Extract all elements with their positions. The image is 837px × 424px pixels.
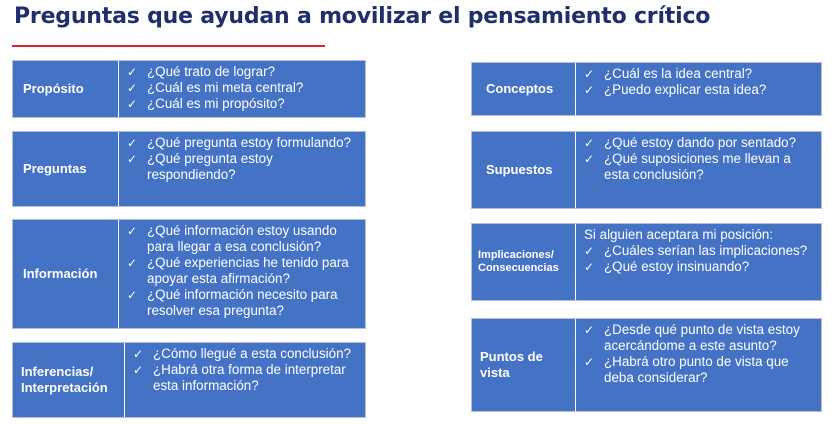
list-item: ✓ ¿Qué suposiciones me llevan a esta conclusión? — [584, 151, 791, 182]
card-inferencias — [12, 342, 366, 418]
check-icon: ✓ — [127, 136, 138, 150]
title-underline — [12, 45, 325, 47]
check-icon: ✓ — [127, 288, 138, 302]
card-content — [576, 224, 821, 300]
card-puntos-de-vista — [471, 318, 822, 412]
card-content — [125, 343, 365, 417]
check-icon: ✓ — [127, 65, 138, 79]
card-label: Propósito — [13, 61, 119, 117]
check-icon: ✓ — [133, 347, 144, 361]
card-content — [119, 61, 365, 117]
check-icon: ✓ — [127, 81, 138, 95]
card-label: Inferencias/ Interpretación — [13, 343, 125, 417]
check-icon: ✓ — [127, 256, 138, 270]
card-content — [576, 132, 821, 208]
card-intro: Si alguien aceptara mi posición: — [584, 227, 774, 242]
list-item: ✓ ¿Cuál es mi propósito? — [127, 96, 285, 111]
card-label: Puntos de vista — [472, 319, 576, 411]
card-label: Implicaciones/ Consecuencias — [472, 224, 576, 300]
list-item: ✓ ¿Qué estoy dando por sentado? — [584, 135, 797, 150]
list-item: ✓ ¿Cómo llegué a esta conclusión? — [133, 346, 351, 361]
list-item: ✓ ¿Qué estoy insinuando? — [584, 259, 750, 274]
page-title: Preguntas que ayudan a movilizar el pensamiento crítico — [14, 4, 711, 29]
list-item: ✓ ¿Qué trato de lograr? — [127, 64, 276, 79]
check-icon: ✓ — [127, 224, 138, 238]
card-informacion — [12, 219, 366, 329]
card-supuestos — [471, 131, 822, 209]
check-icon: ✓ — [584, 323, 595, 337]
check-icon: ✓ — [133, 363, 144, 377]
list-item: ✓ ¿Habrá otro punto de vista que deba considerar? — [584, 354, 789, 385]
list-item: ✓ ¿Cuáles serían las implicaciones? — [584, 243, 808, 258]
list-item: ✓ ¿Desde qué punto de vista estoy acercándome a este asunto? — [584, 322, 800, 353]
list-item: ✓ ¿Qué experiencias he tenido para apoyar esta afirmación? — [127, 255, 349, 286]
list-item: ✓ ¿Qué pregunta estoy formulando? — [127, 135, 351, 150]
list-item: ✓ ¿Habrá otra forma de interpretar esta información? — [133, 362, 346, 393]
check-icon: ✓ — [584, 260, 595, 274]
card-preguntas — [12, 131, 366, 207]
check-icon: ✓ — [127, 97, 138, 111]
list-item: ✓ ¿Cuál es mi meta central? — [127, 80, 304, 95]
card-label: Supuestos — [472, 132, 576, 208]
card-proposito — [12, 60, 366, 118]
card-content — [576, 63, 821, 115]
list-item: ✓ ¿Puedo explicar esta idea? — [584, 82, 767, 97]
card-content — [119, 132, 365, 206]
list-item: ✓ ¿Cuál es la idea central? — [584, 66, 753, 81]
list-item: ✓ ¿Qué pregunta estoy respondiendo? — [127, 151, 273, 182]
card-implicaciones — [471, 223, 822, 301]
list-item: ✓ ¿Qué información necesito para resolver esa pregunta? — [127, 287, 338, 318]
card-label: Información — [13, 220, 119, 328]
check-icon: ✓ — [127, 152, 138, 166]
card-conceptos — [471, 62, 822, 116]
check-icon: ✓ — [584, 136, 595, 150]
check-icon: ✓ — [584, 244, 595, 258]
card-content — [119, 220, 365, 328]
check-icon: ✓ — [584, 152, 595, 166]
card-label: Conceptos — [472, 63, 576, 115]
check-icon: ✓ — [584, 355, 595, 369]
check-icon: ✓ — [584, 83, 595, 97]
check-icon: ✓ — [584, 67, 595, 81]
card-label: Preguntas — [13, 132, 119, 206]
card-content — [576, 319, 821, 411]
list-item: ✓ ¿Qué información estoy usando para llegar a esa conclusión? — [127, 223, 337, 254]
